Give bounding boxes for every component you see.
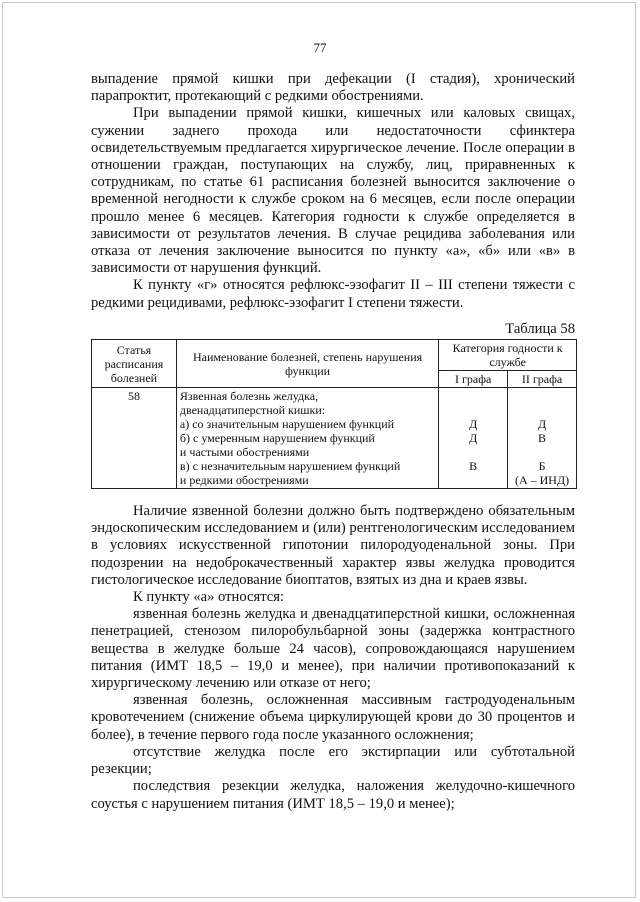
header-article: Статья расписания болезней — [92, 340, 177, 388]
cell-name-line: и частыми обострениями — [179, 445, 310, 460]
page-number: 77 — [313, 40, 327, 55]
cell-col1-line — [442, 403, 504, 417]
cell-col2-line — [511, 389, 573, 403]
paragraph: отсутствие желудка после его экстирпации или субтотальной резекции; — [91, 743, 575, 778]
paragraph: язвенная болезнь, осложненная массивным гастродуоденальным кровотечением (снижение объема циркулирующей крови до 30 процентов и более), в течение первого года после указанного осложнения; — [91, 692, 575, 743]
paragraph: последствия резекции желудка, наложения желудочно-кишечного соустья с нарушением питания (ИМТ 18,5 – 19,0 и менее); — [91, 778, 575, 812]
header-col1: I графа — [439, 371, 508, 388]
table-row — [92, 388, 577, 489]
cell-col2-line: (А – ИНД) — [514, 473, 570, 488]
header-col2: II графа — [508, 371, 577, 388]
header-category: Категория годности к службе — [439, 340, 577, 371]
cell-name-line: двенадцатиперстной кишки: — [179, 403, 326, 418]
cell-col1-line — [442, 389, 504, 403]
cell-col2-line — [511, 403, 573, 417]
cell-col2-line — [511, 445, 573, 459]
cell-name-line: б) с умеренным нарушением функций — [179, 431, 375, 446]
paragraph: выпадение прямой кишки при дефекации (I стадия), хронический парапроктит, протекающий с редкими обострениями. — [91, 71, 575, 105]
paragraph: К пункту «а» относятся: — [133, 589, 284, 606]
cell-name-line: а) со значительным нарушением функций — [179, 417, 395, 432]
document-body — [91, 71, 575, 813]
cell-col1-line: Д — [469, 417, 478, 432]
table-header-row — [92, 340, 577, 371]
cell-name-line: и редкими обострениями — [179, 473, 309, 488]
cell-col2 — [508, 388, 577, 489]
cell-col1 — [439, 388, 508, 489]
cell-col1-line — [442, 445, 504, 459]
cell-col2-line: Д — [537, 417, 547, 432]
paragraph: язвенная болезнь желудка и двенадцатиперстной кишки, осложненная пенетрацией, стенозом пилоробульбарной зоны (задержка контрастного вещества в желудке больше 24 часов), сопровождающаяся нарушением питания (ИМТ 18,5 – 19,0 и менее), при наличии противопоказаний к хирургическому лечению или отказе от него; — [91, 606, 575, 692]
cell-col1-line — [442, 473, 504, 487]
cell-name-line: в) с незначительным нарушением функций — [179, 459, 401, 474]
paragraph: При выпадении прямой кишки, кишечных или каловых свищах, сужении заднего прохода или недостаточности сфинктера освидетельствуемым предлагается хирургическое лечение. После операции в отношении граждан, поступающих на службу, лиц, приравненных к сотрудникам, по статье 61 расписания болезней выносится заключение о временной негодности к службе сроком на 6 месяцев, если после операции прошло менее 6 месяцев. Категория годности к службе определяется в зависимости от результатов лечения. В случае рецидива заболевания или отказа от лечения заключение выносится по пункту «а», «б» или «в» в зависимости от нарушения функций. — [91, 105, 575, 277]
table-caption: Таблица 58 — [505, 320, 575, 337]
table-58 — [91, 339, 577, 489]
cell-article: 58 — [92, 388, 177, 489]
cell-col1-line: В — [469, 459, 478, 474]
cell-name — [176, 388, 438, 489]
cell-col1-line: Д — [469, 431, 478, 446]
cell-col2-line: Б — [538, 459, 546, 474]
header-name: Наименование болезней, степень нарушения функции — [176, 340, 438, 388]
cell-name-line: Язвенная болезнь желудка, — [179, 389, 319, 404]
paragraph: Наличие язвенной болезни должно быть подтверждено обязательным эндоскопическим исследованием и (или) рентгенологическим исследованием в условиях искусственной гипотонии пилородуоденальной зоны. При подозрении на недоброкачественный характер язвы желудка проводится гистологическое исследование биоптатов, взятых из дна и краев язвы. — [91, 503, 575, 588]
paragraph: К пункту «г» относятся рефлюкс-эзофагит II – III степени тяжести с редкими рецидивами, рефлюкс-эзофагит I степени тяжести. — [91, 277, 575, 311]
paragraphs-after — [91, 503, 575, 813]
cell-col2-line: В — [538, 431, 547, 446]
